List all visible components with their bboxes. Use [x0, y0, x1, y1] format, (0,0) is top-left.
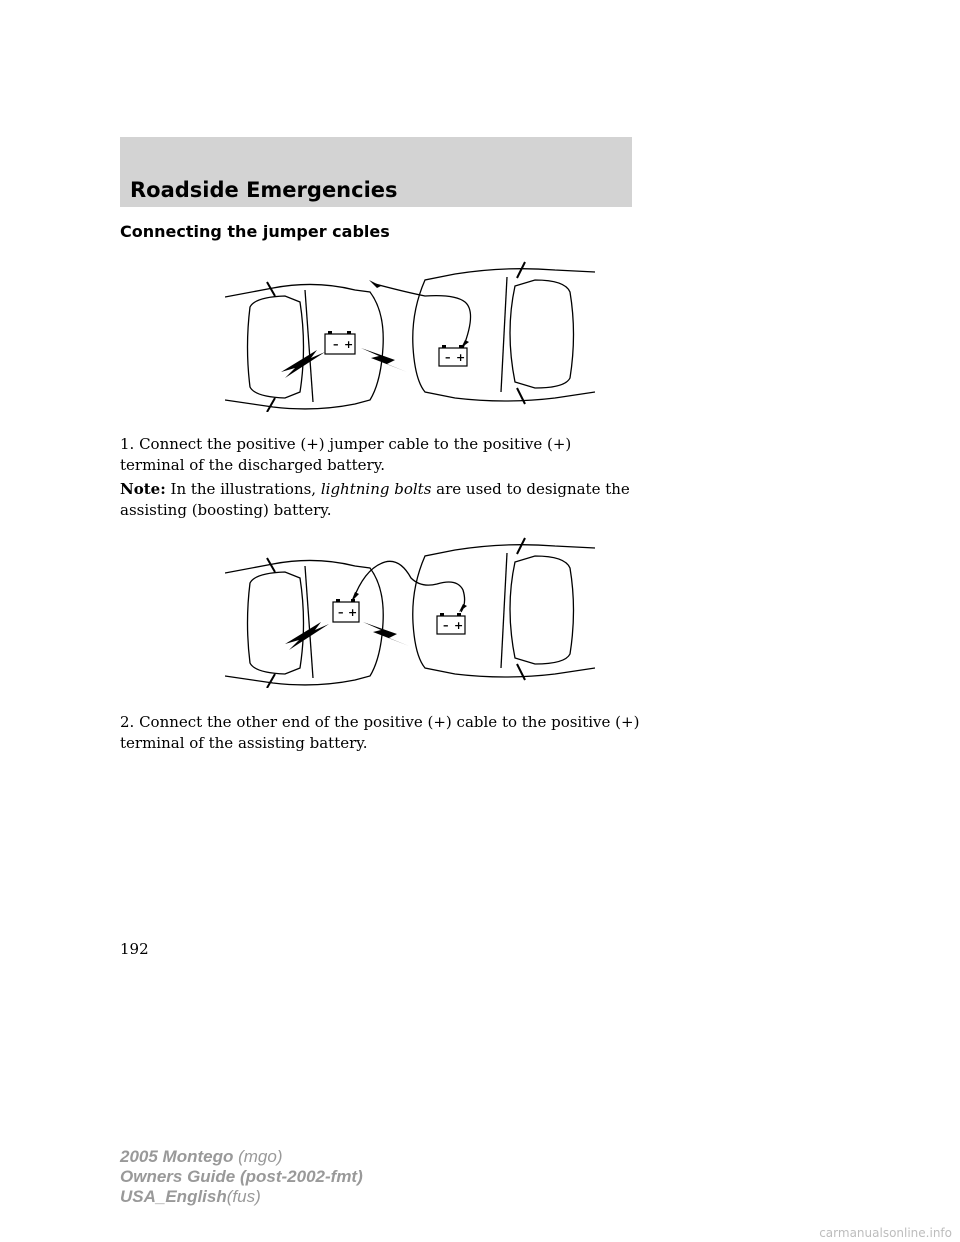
footer-model: 2005 Montego: [120, 1147, 234, 1166]
jumper-cable: [353, 561, 465, 612]
footer-language-code: (fus): [226, 1187, 261, 1206]
step-2-text: 2. Connect the other end of the positive (+) cable to the positive (+) terminal of the assisting battery.: [120, 713, 640, 752]
note-text-after: are used to designate the assisting (boosting) battery.: [120, 480, 630, 519]
document-footer: [120, 1147, 363, 1207]
footer-guide: Owners Guide (post-2002-fmt): [120, 1167, 363, 1186]
watermark: carmanualsonline.info: [819, 1226, 952, 1240]
jumper-cable-illustration-step-1: [225, 252, 595, 412]
section-heading: Connecting the jumper cables: [120, 222, 390, 241]
step-1-text: 1. Connect the positive (+) jumper cable to the positive (+) terminal of the discharged battery.: [120, 435, 572, 474]
battery-minus-label: –: [338, 606, 344, 619]
footer-model-code: (mgo): [238, 1147, 283, 1166]
battery-minus-label: –: [443, 619, 449, 632]
left-car-windshield: [248, 572, 304, 674]
right-car-windshield: [510, 280, 574, 388]
footer-language: USA_English: [120, 1187, 227, 1206]
note-label: Note:: [120, 480, 166, 498]
lightning-bolt-icon: [285, 622, 329, 650]
note-text-before: In the illustrations,: [170, 480, 317, 498]
jumper-cable: [375, 284, 471, 348]
page-title: Roadside Emergencies: [130, 178, 398, 202]
jumper-cable-illustration-step-2: [225, 528, 595, 688]
battery-plus-label: +: [454, 619, 464, 632]
right-car-windshield: [510, 556, 574, 664]
lightning-bolt-icon: [361, 348, 407, 372]
battery-icon: [333, 599, 359, 622]
cable-clamp-icon: [369, 280, 381, 288]
left-car-windshield: [248, 296, 304, 398]
battery-icon: [437, 613, 465, 634]
battery-plus-label: +: [456, 351, 466, 364]
note-paragraph: [120, 479, 640, 521]
lightning-bolt-icon: [363, 622, 409, 646]
note-emphasis: lightning bolts: [320, 480, 432, 498]
battery-icon: [439, 345, 467, 366]
battery-minus-label: –: [333, 338, 339, 351]
battery-plus-label: +: [344, 338, 354, 351]
page-number: 192: [120, 940, 149, 958]
battery-plus-label: +: [348, 606, 358, 619]
header-band: [120, 137, 632, 207]
battery-minus-label: –: [445, 351, 451, 364]
battery-icon: [325, 331, 355, 354]
